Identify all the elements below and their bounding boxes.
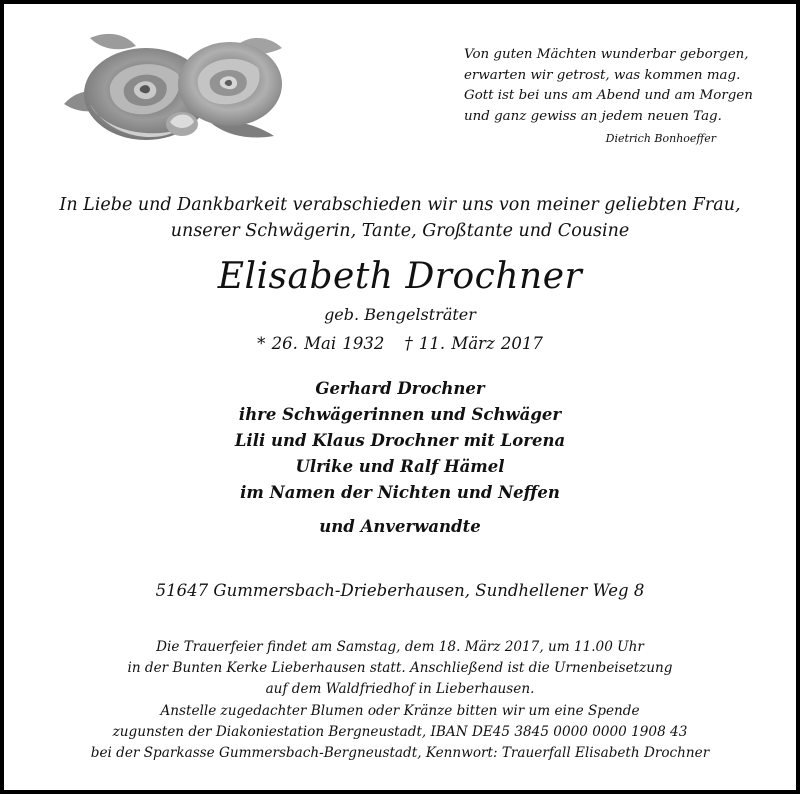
details-line: bei der Sparkasse Gummersbach-Bergneustadt, Kennwort: Trauerfall Elisabeth Drochner (90, 745, 710, 762)
details-line: in der Bunten Kerke Lieberhausen statt. Anschließend ist die Urnenbeisetzung (127, 660, 673, 677)
mourner-line: im Namen der Nichten und Neffen (240, 483, 560, 502)
mourner-line: Lili und Klaus Drochner mit Lorena (234, 431, 566, 450)
family-address: 51647 Gummersbach-Drieberhausen, Sundhellener Weg 8 (155, 581, 645, 600)
details-line: Die Trauerfeier findet am Samstag, dem 18. März 2017, um 11.00 Uhr (156, 639, 644, 655)
intro-text (4, 192, 796, 244)
quote-line: Von guten Mächten wunderbar geborgen, (464, 47, 749, 62)
quote-line: Gott ist bei uns am Abend und am Morgen (464, 88, 753, 103)
details-line: zugunsten der Diakoniestation Bergneustadt, IBAN DE45 3845 0000 0000 1908 43 (112, 723, 688, 740)
details-line: auf dem Waldfriedhof in Lieberhausen. (265, 681, 535, 698)
quote-author: Dietrich Bonhoeffer (605, 132, 716, 145)
quote-line: und ganz gewiss an jedem neuen Tag. (464, 108, 722, 124)
deceased-name: Elisabeth Drochner (217, 256, 583, 297)
mourners-list (4, 376, 796, 540)
roses-image (60, 26, 292, 144)
mourner-line: Gerhard Drochner (315, 379, 485, 398)
birth-date: * 26. Mai 1932 (257, 334, 385, 353)
details-line: Anstelle zugedachter Blumen oder Kränze bitten wir um eine Spende (160, 702, 640, 719)
maiden-name: geb. Bengelsträter (324, 305, 476, 324)
mourner-line: Ulrike und Ralf Hämel (295, 457, 505, 476)
death-date: † 11. März 2017 (404, 334, 543, 353)
bonhoeffer-quote (464, 45, 764, 150)
mourners-closing: und Anverwandte (319, 517, 481, 536)
quote-line: erwarten wir getrost, was kommen mag. (464, 67, 741, 83)
funeral-details (4, 637, 796, 764)
intro-line: unserer Schwägerin, Tante, Großtante und Cousine (170, 221, 630, 241)
mourner-line: ihre Schwägerinnen und Schwäger (238, 405, 562, 424)
intro-line: In Liebe und Dankbarkeit verabschieden wir uns von meiner geliebten Frau, (59, 195, 741, 215)
life-dates (4, 332, 796, 356)
